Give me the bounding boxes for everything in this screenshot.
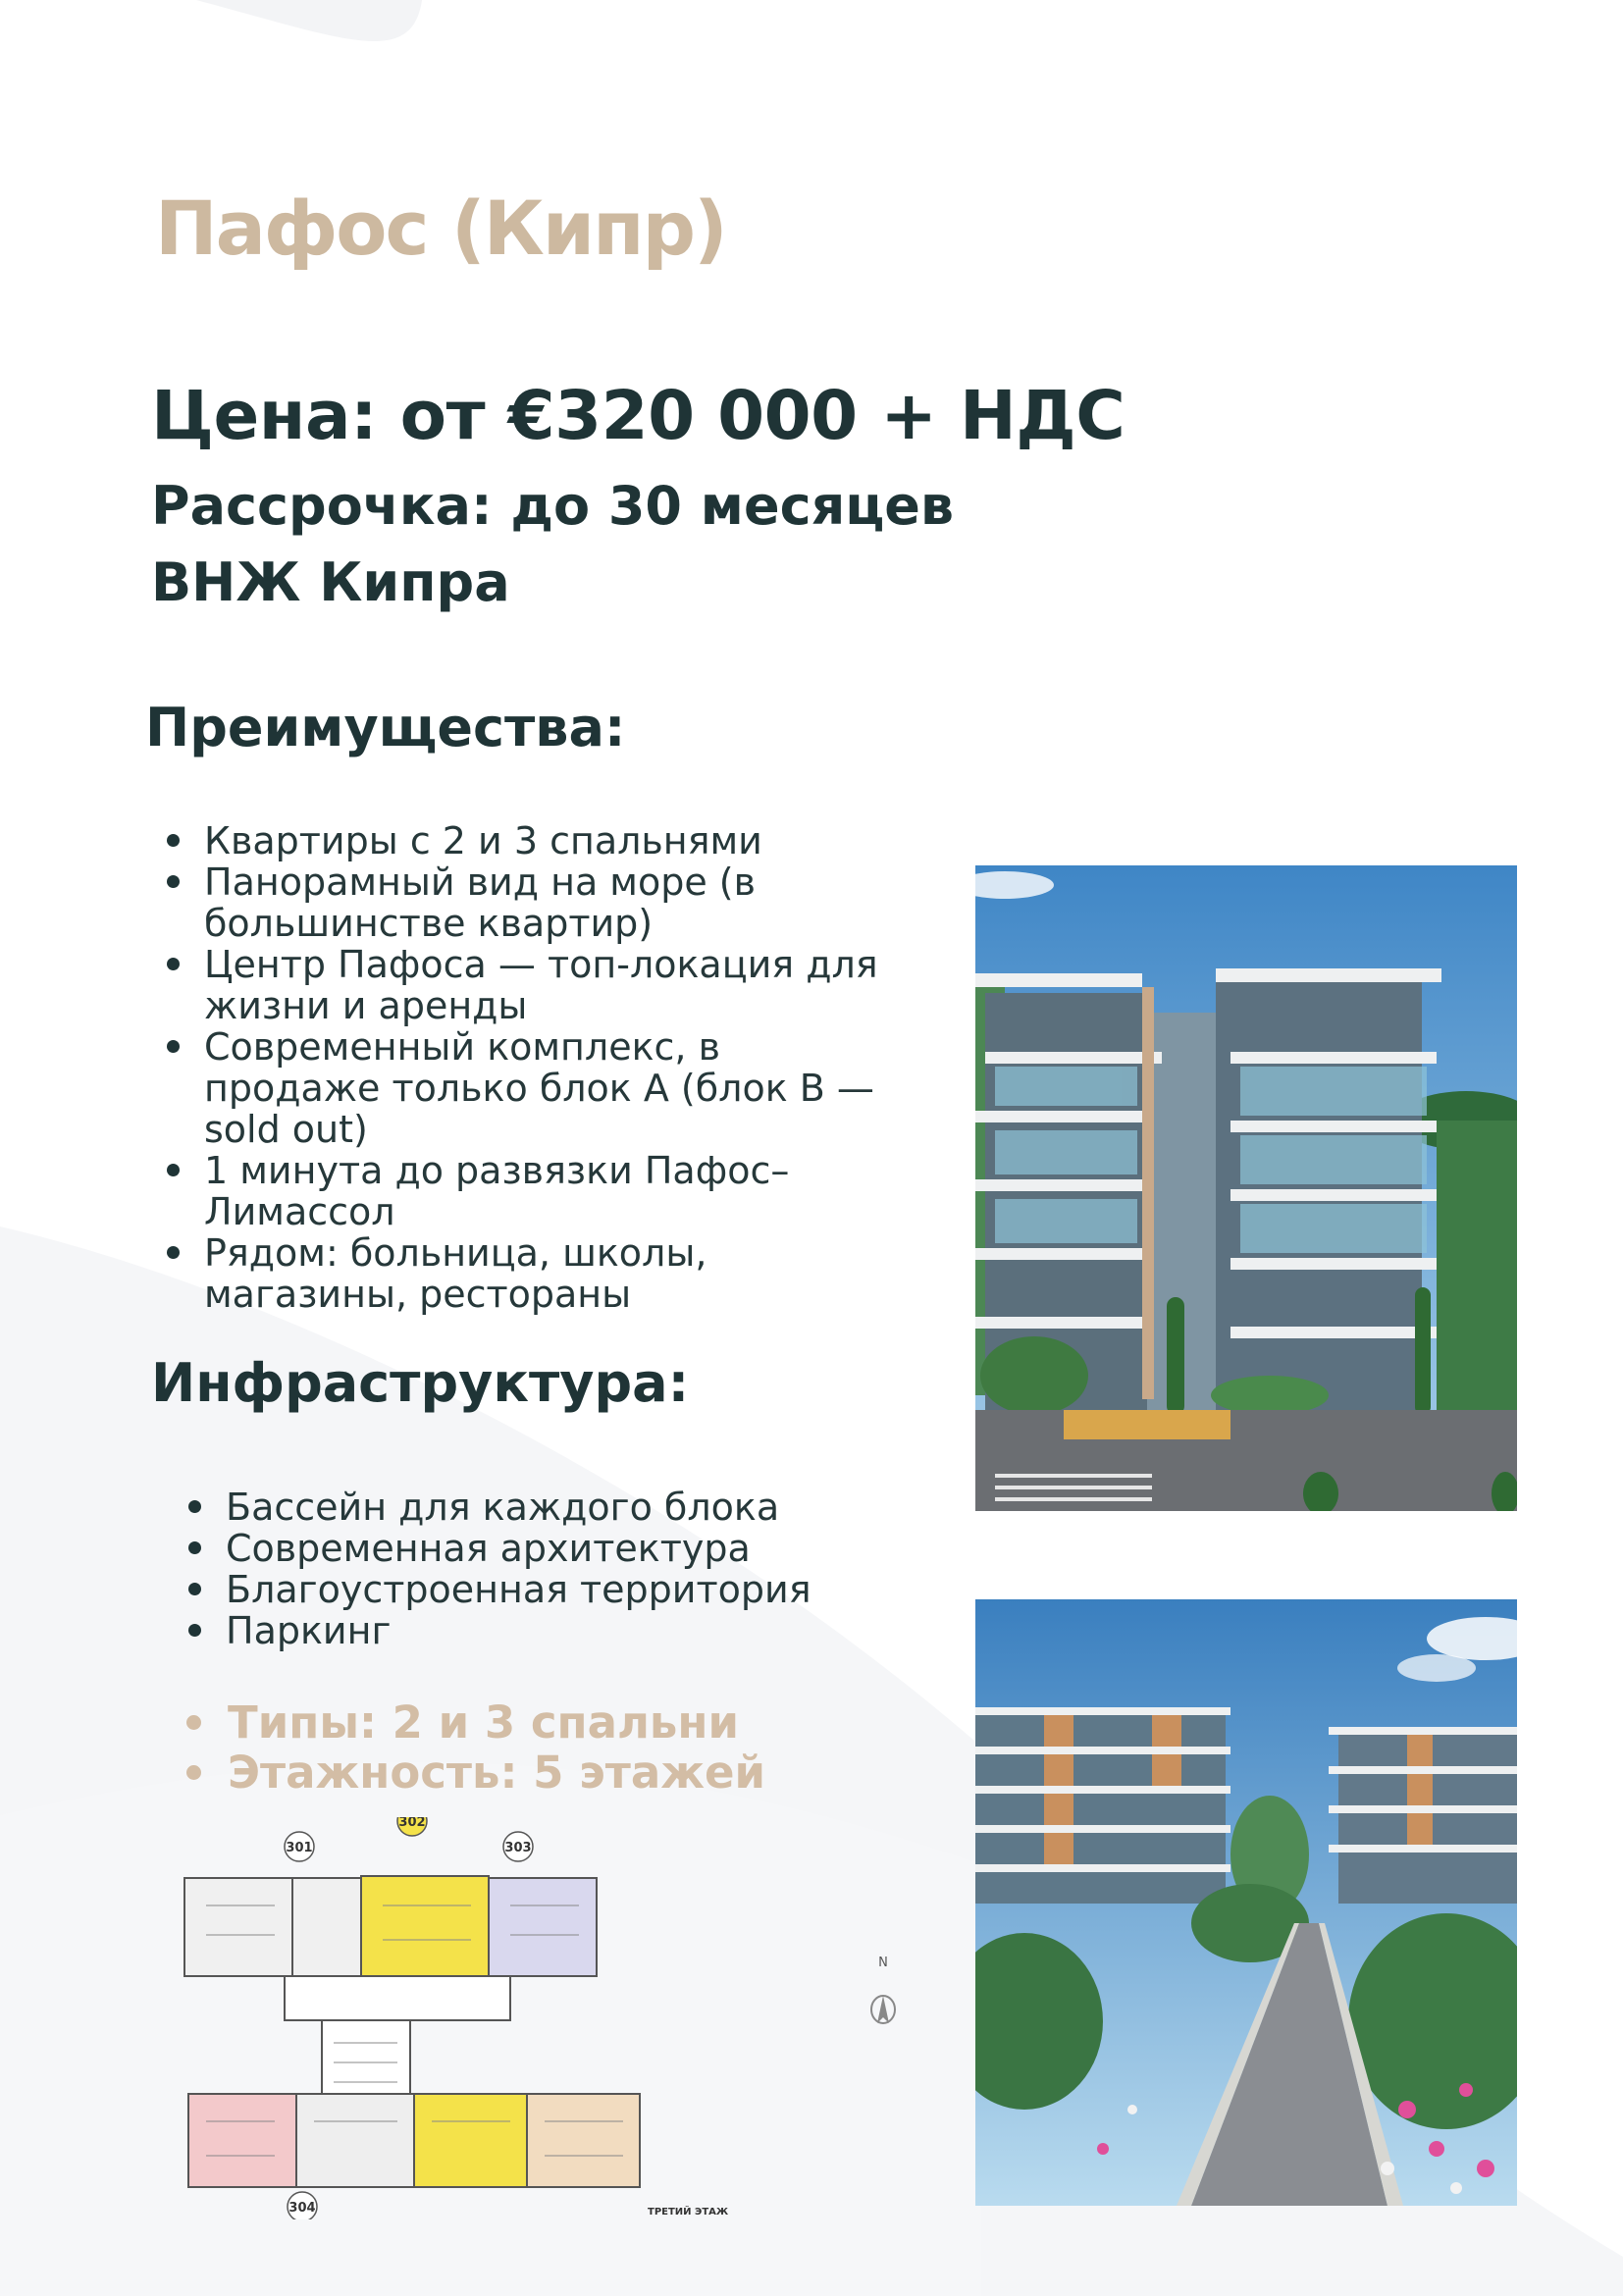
compass-label: N xyxy=(878,1956,888,1970)
list-item: Рядом: больница, школы, магазины, рестораны xyxy=(155,1232,901,1315)
infrastructure-heading: Инфраструктура: xyxy=(151,1352,690,1414)
unit-label-301: 301 xyxy=(286,1841,313,1855)
residence-permit-line: ВНЖ Кипра xyxy=(151,551,510,613)
list-item: Бассейн для каждого блока xyxy=(177,1487,922,1528)
list-item: 1 минута до развязки Пафос–Лимассол xyxy=(155,1150,901,1232)
infrastructure-list xyxy=(177,1487,922,1651)
list-item: Благоустроенная территория xyxy=(177,1569,922,1610)
building-render-photo xyxy=(975,865,1517,1511)
price-line: Цена: от €320 000 + НДС xyxy=(151,377,1126,455)
advantages-heading: Преимущества: xyxy=(145,697,626,758)
unit-label-302: 302 xyxy=(398,1817,426,1830)
page-title: Пафос (Кипр) xyxy=(155,184,726,272)
list-item: Этажность: 5 этажей xyxy=(179,1748,924,1798)
unit-label-303: 303 xyxy=(504,1841,532,1855)
list-item: Панорамный вид на море (в большинстве квартир) xyxy=(155,861,901,944)
list-item: Квартиры с 2 и 3 спальнями xyxy=(155,820,901,861)
unit-label-304: 304 xyxy=(288,2201,316,2216)
floor-caption: ТРЕТИЙ ЭТАЖ xyxy=(648,2207,729,2218)
list-item: Центр Пафоса — топ-локация для жизни и аренды xyxy=(155,944,901,1026)
list-item: Типы: 2 и 3 спальни xyxy=(179,1697,924,1748)
floor-plan xyxy=(177,1817,746,2219)
list-item: Современный комплекс, в продаже только блок А (блок В — sold out) xyxy=(155,1026,901,1150)
advantages-list xyxy=(155,820,901,1315)
list-item: Паркинг xyxy=(177,1610,922,1651)
installment-line: Рассрочка: до 30 месяцев xyxy=(151,475,955,537)
list-item: Современная архитектура xyxy=(177,1528,922,1569)
complex-garden-photo xyxy=(975,1599,1517,2206)
specs-list xyxy=(179,1697,924,1798)
compass-north-icon xyxy=(864,1953,903,2041)
